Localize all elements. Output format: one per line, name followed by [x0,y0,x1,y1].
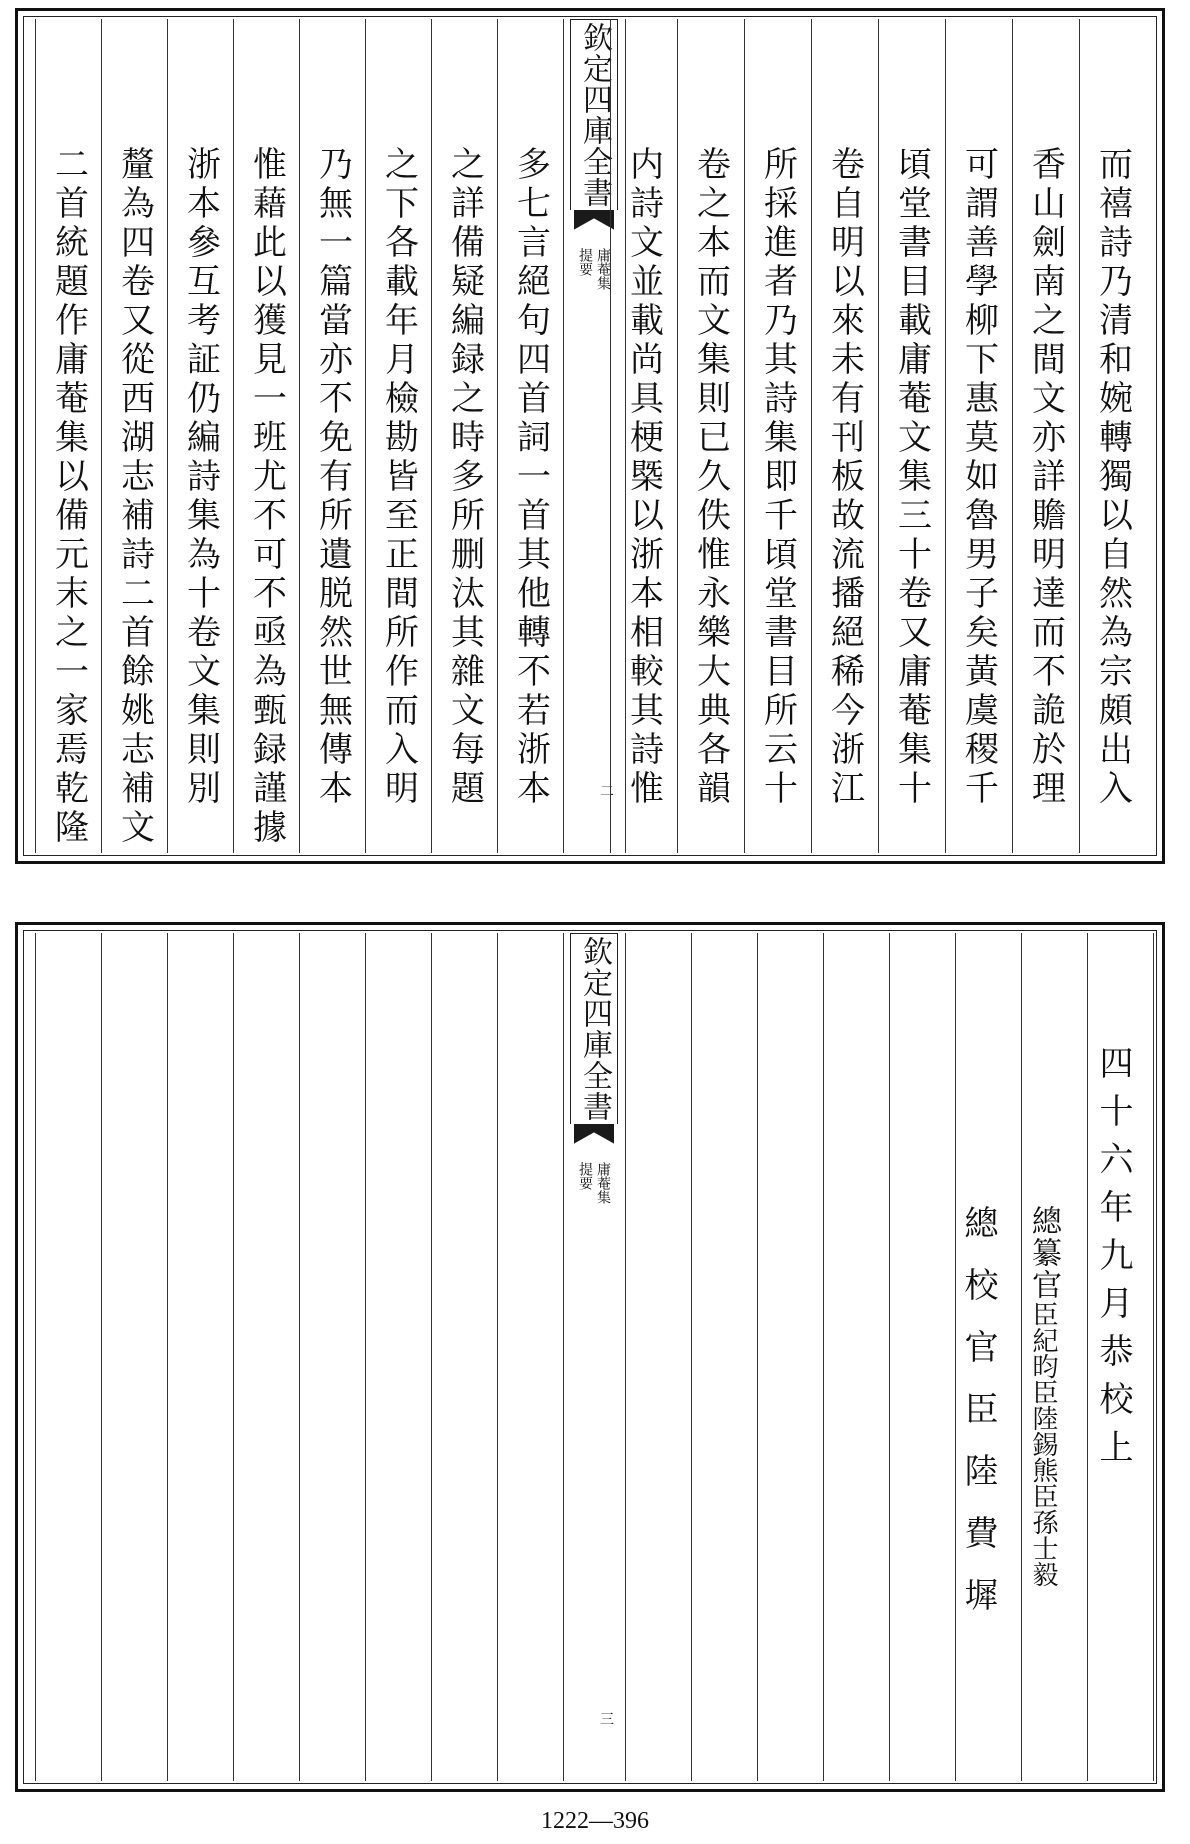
text-column-left-6 [167,11,234,861]
date-line: 四十六年九月恭校上 [1093,1045,1133,1477]
text-column-right-6 [744,11,811,861]
folio-page-1 [15,8,1165,864]
column-rule [299,933,300,1781]
page-number: 二 [600,784,614,800]
center-rule [625,19,626,853]
column-rule [878,19,879,853]
column-rule [744,19,745,853]
column-text: 而禧詩乃清和婉轉獨以自然為宗頗出入 [1092,146,1133,809]
strip-meta [578,248,610,290]
column-rule [811,19,812,853]
column-text: 卷之本而文集則已久佚惟永樂大典各韻 [690,146,731,809]
chief-editors-label: 總纂官 [1026,1205,1061,1301]
column-rule [691,933,692,1781]
column-text: 所採進者乃其詩集即千頃堂書目所云十 [757,146,798,809]
column-rule [757,933,758,1781]
meta-section: 提要 [577,248,593,276]
book-title: 欽定四庫全書 [570,19,618,210]
meta-collection: 庸菴集 [595,1162,611,1204]
column-text: 之詳備疑編録之時多所删汰其雜文每題 [444,146,485,809]
column-rule [889,933,890,1781]
column-rule [625,933,626,1781]
column-rule [563,933,564,1781]
text-column-right-8 [610,11,677,861]
page-footer: 1222—396 [541,1808,649,1834]
column-rule [955,933,956,1781]
folio-page-2 [15,922,1165,1792]
column-text: 釐為四卷又從西湖志補詩二首餘姚志補文 [114,146,155,848]
text-column-left-8 [35,11,102,861]
text-column-left-3 [365,11,432,861]
column-text: 卷自明以來未有刊板故流播絕稀今浙江 [824,146,865,809]
column-rule [431,933,432,1781]
text-column-right-3 [945,11,1012,861]
column-rule [823,933,824,1781]
chief-proofreader-name: 臣陸費墀 [958,1391,998,1639]
column-text: 浙本參互考証仍編詩集為十卷文集則別 [180,146,221,809]
column-text: 香山劍南之間文亦詳贍明達而不詭於理 [1025,146,1066,809]
column-text: 頃堂書目載庸菴文集三十卷又庸菴集十 [891,146,932,809]
text-column-left-2 [431,11,498,861]
column-text: 多七言絕句四首詞一首其他轉不若浙本 [510,146,551,809]
column-text: 内詩文並載尚具梗槩以浙本相較其詩惟 [623,146,664,809]
column-text: 二首統題作庸菴集以備元末之一家焉乾隆 [48,146,89,848]
center-rule [563,19,564,853]
text-column-left-4 [299,11,366,861]
column-text: 惟藉此以獲見一班尤不可不亟為甄録謹據 [246,146,287,848]
text-column-left-5 [233,11,300,861]
fishtail-mark [574,210,614,238]
column-rule [1079,19,1080,853]
column-rule [1087,933,1088,1781]
text-column-right-1 [1079,11,1146,861]
column-rule [233,933,234,1781]
chief-editor-1: 臣紀昀 [1028,1301,1058,1379]
column-rule [497,933,498,1781]
column-text: 可謂善學柳下惠莫如魯男子矣黃虞稷千 [958,146,999,809]
chief-editor-2: 臣陸錫熊 [1028,1379,1058,1483]
column-rule [35,19,36,853]
text-column-right-7 [677,11,744,861]
text-column-right-2 [1012,11,1079,861]
chief-editor-3: 臣孫士毅 [1028,1483,1058,1587]
chief-proofreader-label: 總校官 [958,1205,998,1391]
column-rule [610,19,611,853]
column-rule [1012,19,1013,853]
chief-editors-column [1008,925,1078,1789]
column-rule [101,933,102,1781]
meta-section: 提要 [577,1162,593,1190]
column-text: 乃無一篇當亦不免有所遺脱然世無傳本 [312,146,353,809]
column-rule [1021,933,1022,1781]
center-strip [563,933,625,1781]
strip-meta [578,1162,610,1204]
fishtail-mark [574,1124,614,1152]
text-column-right-5 [811,11,878,861]
text-column-left-7 [101,11,168,861]
book-title: 欽定四庫全書 [570,933,618,1124]
meta-collection: 庸菴集 [595,248,611,290]
column-rule [35,933,36,1781]
text-column-right-4 [878,11,945,861]
text-column-left-1 [497,11,564,861]
chief-proofreader-column [948,925,1008,1789]
page-number: 三 [600,1712,614,1728]
column-rule [945,19,946,853]
column-text: 之下各載年月檢勘皆至正間所作而入明 [378,146,419,809]
column-rule [677,19,678,853]
column-rule [1153,933,1154,1781]
column-rule [365,933,366,1781]
date-column [1078,925,1148,1789]
column-rule [167,933,168,1781]
